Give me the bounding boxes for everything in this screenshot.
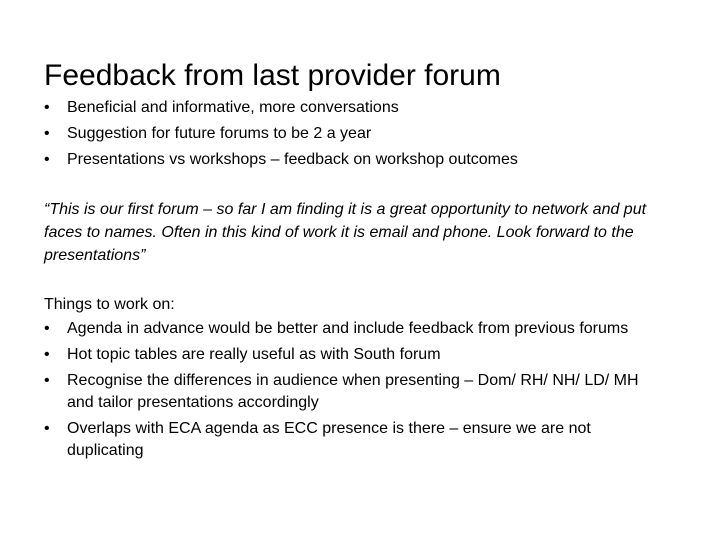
feedback-bullet-list [44,95,684,173]
list-item [44,147,684,173]
work-on-list [44,318,654,466]
work-item-text: Agenda in advance would be better and include feedback from previous forums [67,320,629,337]
bullet-text: Beneficial and informative, more conversations [67,99,399,116]
bullet-marker: • [44,346,50,363]
work-item-text: Overlaps with ECA agenda as ECC presence is there – ensure we are not duplicating [67,420,591,459]
bullet-marker: • [44,372,50,389]
bullet-marker: • [44,125,50,142]
list-item [44,121,684,147]
bullet-text: Presentations vs workshops – feedback on workshop outcomes [67,151,518,168]
bullet-marker: • [44,320,50,337]
work-item-text: Hot topic tables are really useful as with South forum [67,346,441,363]
things-to-work-on-heading: Things to work on: [44,296,175,313]
list-item [44,418,654,462]
bullet-marker: • [44,420,50,437]
list-item [44,370,654,414]
list-item [44,318,654,340]
list-item [44,344,654,366]
slide-title: Feedback from last provider forum [44,59,501,93]
work-item-text: Recognise the differences in audience when presenting – Dom/ RH/ NH/ LD/ MH and tailor presentations accordingly [67,372,639,411]
bullet-text: Suggestion for future forums to be 2 a year [67,125,372,142]
list-item [44,95,684,121]
bullet-marker: • [44,151,50,168]
participant-quote: “This is our first forum – so far I am finding it is a great opportunity to network and put faces to names. Often in this kind of work it is email and phone. Look forward to the presentations” [44,201,647,264]
bullet-marker: • [44,99,50,116]
